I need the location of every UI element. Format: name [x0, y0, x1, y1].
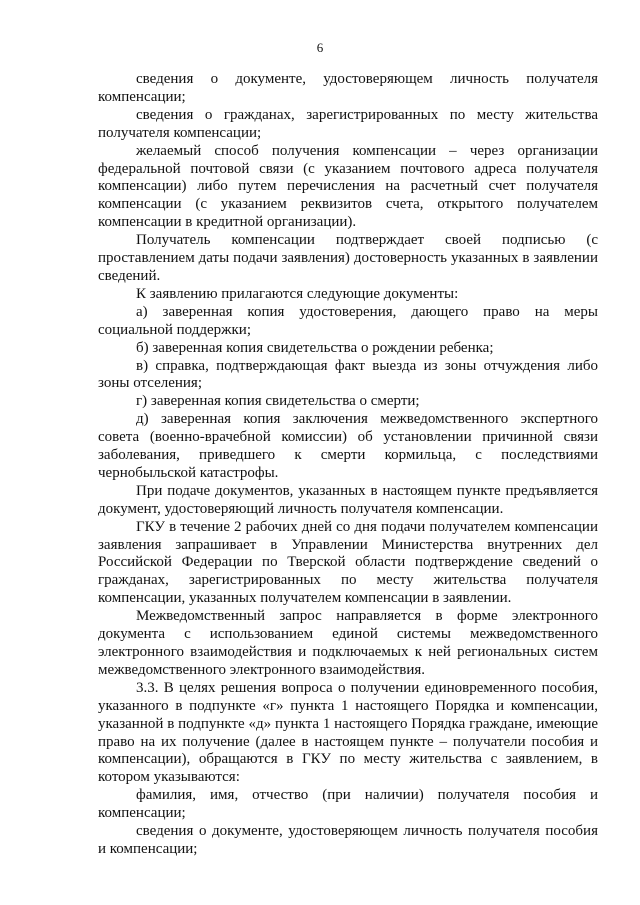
paragraph: сведения о документе, удостоверяющем личность получателя пособия и компенсации;: [98, 823, 598, 857]
paragraph: Получатель компенсации подтверждает своей подписью (с проставлением даты подачи заявления) достоверность указанных в заявлении сведений.: [98, 232, 598, 284]
paragraph: желаемый способ получения компенсации – через организации федеральной почтовой связи (с указанием почтового адреса получателя компенсации) либо путем перечисления на расчетный счет получателя компенсации (с указанием реквизитов счета, открытого получателем компенсации в кредитной организации).: [98, 142, 598, 231]
paragraph: ГКУ в течение 2 рабочих дней со дня подачи получателем компенсации заявления запрашивает в Управлении Министерства внутренних дел Российской Федерации по Тверской области подтверждение сведений о гражданах, зарегистрированных по месту жительства получателя компенсации, указанных получателем компенсации в заявлении.: [98, 518, 598, 607]
paragraph: г) заверенная копия свидетельства о смерти;: [136, 393, 420, 410]
paragraph: При подаче документов, указанных в настоящем пункте предъявляется документ, удостоверяющий личность получателя компенсации.: [98, 482, 598, 517]
paragraph: 3.3. В целях решения вопроса о получении единовременного пособия, указанного в подпункте «г» пункта 1 настоящего Порядка и компенсации, указанной в подпункте «д» пункта 1 настоящего Порядка граждане, имеющие право на их получение (далее в настоящем пункте – получатели пособия и компенсации), обращаются в ГКУ по месту жительства с заявлением, в котором указываются:: [98, 679, 598, 786]
paragraph: д) заверенная копия заключения межведомственного экспертного совета (военно-врачебной комиссии) об установлении причинной связи заболевания, приведшего к смерти кормильца, с последствиями чернобыльской катастрофы.: [98, 411, 598, 481]
document-body: [98, 71, 598, 859]
paragraph: сведения о гражданах, зарегистрированных по месту жительства получателя компенсации;: [98, 106, 598, 141]
paragraph: фамилия, имя, отчество (при наличии) получателя пособия и компенсации;: [98, 787, 598, 822]
page-number: 6: [316, 40, 324, 55]
paragraph: б) заверенная копия свидетельства о рождении ребенка;: [136, 339, 494, 356]
paragraph: сведения о документе, удостоверяющем личность получателя компенсации;: [98, 71, 598, 105]
paragraph: в) справка, подтверждающая факт выезда из зоны отчуждения либо зоны отселения;: [98, 357, 598, 392]
paragraph: Межведомственный запрос направляется в форме электронного документа с использованием единой системы межведомственного электронного взаимодействия и подключаемых к ней региональных систем межведомственного электронного взаимодействия.: [98, 608, 598, 678]
paragraph: а) заверенная копия удостоверения, дающего право на меры социальной поддержки;: [98, 303, 598, 338]
paragraph: К заявлению прилагаются следующие документы:: [136, 285, 459, 302]
